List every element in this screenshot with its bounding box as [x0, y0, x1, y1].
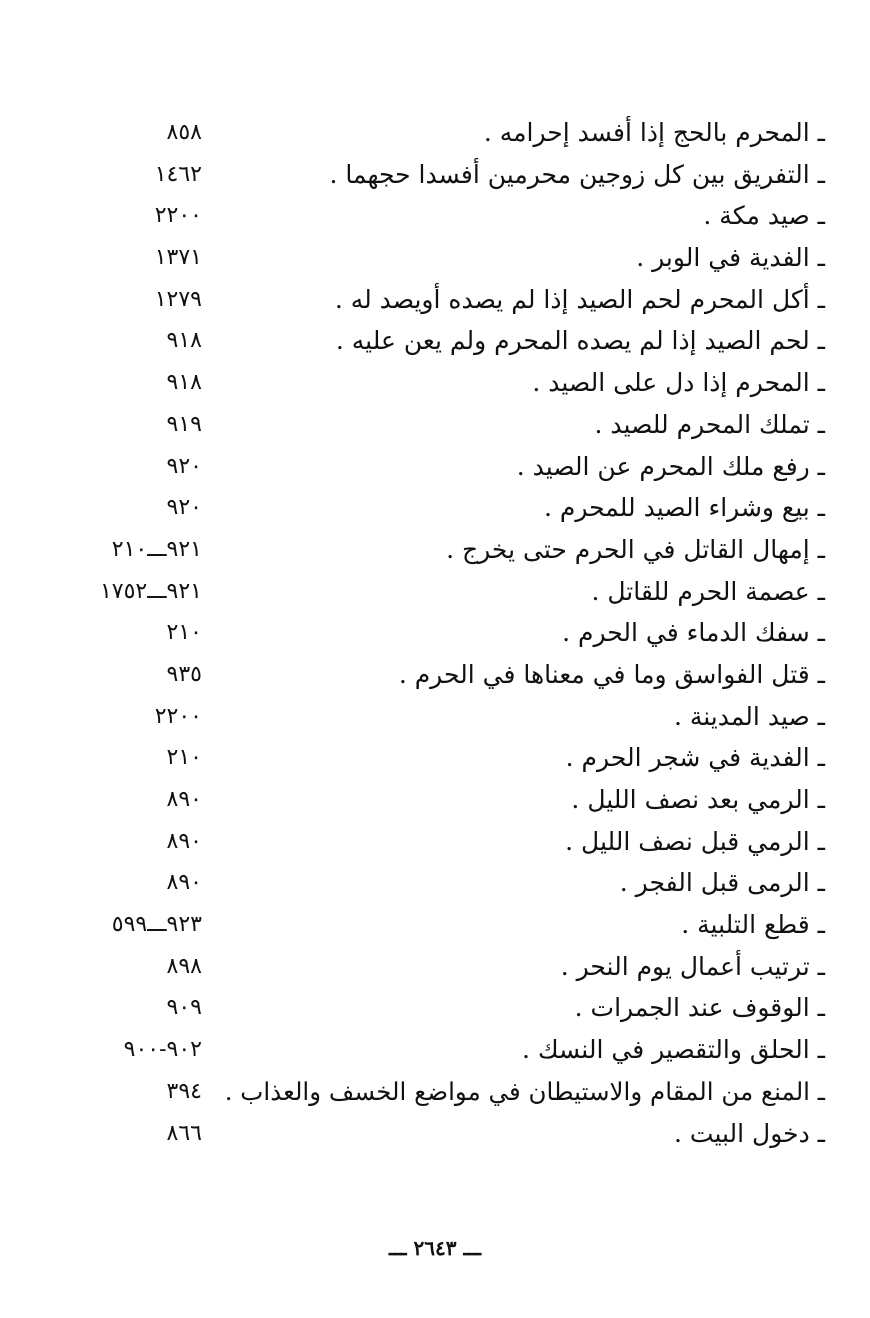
index-entry — [40, 404, 825, 446]
entry-page-ref: ٩٢٣ـــ٥٩٩ — [111, 912, 202, 938]
index-entry — [40, 946, 825, 988]
entry-page-ref: ٨٥٨ — [166, 120, 202, 145]
entry-topic: ـ رفع ملك المحرم عن الصيد . — [516, 451, 825, 481]
index-list — [40, 112, 825, 1154]
entry-topic: ـ لحم الصيد إذا لم يصده المحرم ولم يعن عليه . — [335, 326, 825, 356]
entry-page-ref: ٨٩٠ — [166, 828, 202, 854]
entry-topic: ـ الرمى قبل الفجر . — [619, 868, 825, 898]
entry-topic: ـ المحرم إذا دل على الصيد . — [532, 368, 825, 398]
index-entry — [40, 1113, 825, 1155]
entry-page-ref: ٩١٨ — [166, 328, 202, 354]
entry-topic: ـ صيد مكة . — [703, 201, 825, 231]
index-entry — [40, 987, 825, 1029]
entry-page-ref: ٩٢٠ — [166, 453, 202, 479]
entry-page-ref: ٩٠٩ — [166, 995, 202, 1021]
entry-topic: ـ أكل المحرم لحم الصيد إذا لم يصده أويصد له . — [334, 284, 825, 314]
index-entry — [40, 529, 825, 571]
index-entry — [40, 1071, 825, 1113]
page-number: ـــ ٢٦٤٣ ـــ — [388, 1236, 482, 1260]
entry-topic: ـ سفك الدماء في الحرم . — [562, 618, 825, 648]
entry-topic: ـ عصمة الحرم للقاتل . — [591, 576, 825, 606]
entry-page-ref: ٩٢٠ — [166, 495, 202, 521]
index-entry — [40, 1029, 825, 1071]
index-entry — [40, 112, 825, 154]
entry-page-ref: ٢١٠ — [166, 620, 202, 646]
index-entry — [40, 237, 825, 279]
entry-topic: ـ الرمي قبل نصف الليل . — [565, 826, 825, 856]
entry-page-ref: ٩٢١ـــ٢١٠ — [111, 536, 202, 562]
index-entry — [40, 195, 825, 237]
entry-topic: ـ قتل الفواسق وما في معناها في الحرم . — [398, 659, 825, 689]
index-entry — [40, 862, 825, 904]
entry-topic: ـ بيع وشراء الصيد للمحرم . — [544, 493, 825, 523]
entry-topic: ـ الرمي بعد نصف الليل . — [571, 785, 825, 814]
index-entry — [40, 320, 825, 362]
entry-topic: ـ التفريق بين كل زوجين محرمين أفسدا حجهما . — [329, 159, 825, 189]
index-entry — [40, 612, 825, 654]
entry-page-ref: ١٣٧١ — [154, 245, 202, 271]
index-entry — [40, 446, 825, 488]
entry-page-ref: ٨٩٠ — [166, 870, 202, 896]
entry-topic: ـ المنع من المقام والاستيطان في مواضع الخسف والعذاب . — [224, 1076, 825, 1106]
entry-page-ref: ٩١٨ — [166, 370, 202, 396]
entry-page-ref: ٩٣٥ — [166, 661, 202, 687]
entry-page-ref: ٢٢٠٠ — [154, 703, 202, 729]
index-entry — [40, 571, 825, 613]
entry-topic: ـ تملك المحرم للصيد . — [594, 409, 825, 439]
entry-topic: ـ إمهال القاتل في الحرم حتى يخرج . — [446, 534, 825, 564]
index-entry — [40, 779, 825, 821]
index-entry — [40, 279, 825, 321]
index-entry — [40, 904, 825, 946]
entry-page-ref: ٨٩٠ — [166, 787, 202, 812]
entry-page-ref: ٩١٩ — [166, 411, 202, 437]
entry-topic: ـ ترتيب أعمال يوم النحر . — [560, 951, 825, 981]
entry-page-ref: ٣٩٤ — [166, 1078, 202, 1104]
entry-topic: ـ الفدية في شجر الحرم . — [565, 743, 825, 773]
entry-page-ref: ١٢٧٩ — [154, 286, 202, 312]
entry-topic: ـ دخول البيت . — [674, 1118, 825, 1148]
index-entry — [40, 654, 825, 696]
entry-topic: ـ الوقوف عند الجمرات . — [574, 993, 825, 1023]
entry-page-ref: ٨٩٨ — [166, 953, 202, 979]
entry-page-ref: ١٤٦٢ — [154, 161, 202, 187]
entry-topic: ـ المحرم بالحج إذا أفسد إحرامه . — [483, 118, 825, 147]
index-entry — [40, 487, 825, 529]
entry-page-ref: ٢٢٠٠ — [154, 203, 202, 229]
entry-topic: ـ الفدية في الوبر . — [636, 243, 825, 273]
entry-page-ref: ٩٠٢-٩٠٠ — [123, 1037, 202, 1063]
index-entry — [40, 821, 825, 863]
index-entry — [40, 696, 825, 738]
entry-topic: ـ قطع التلبية . — [681, 910, 825, 940]
entry-page-ref: ٨٦٦ — [166, 1120, 202, 1146]
entry-topic: ـ صيد المدينة . — [673, 701, 825, 731]
index-entry — [40, 362, 825, 404]
index-entry — [40, 154, 825, 196]
entry-topic: ـ الحلق والتقصير في النسك . — [522, 1035, 825, 1065]
index-entry — [40, 737, 825, 779]
entry-page-ref: ٢١٠ — [166, 745, 202, 771]
entry-page-ref: ٩٢١ـــ١٧٥٢ — [99, 578, 202, 604]
